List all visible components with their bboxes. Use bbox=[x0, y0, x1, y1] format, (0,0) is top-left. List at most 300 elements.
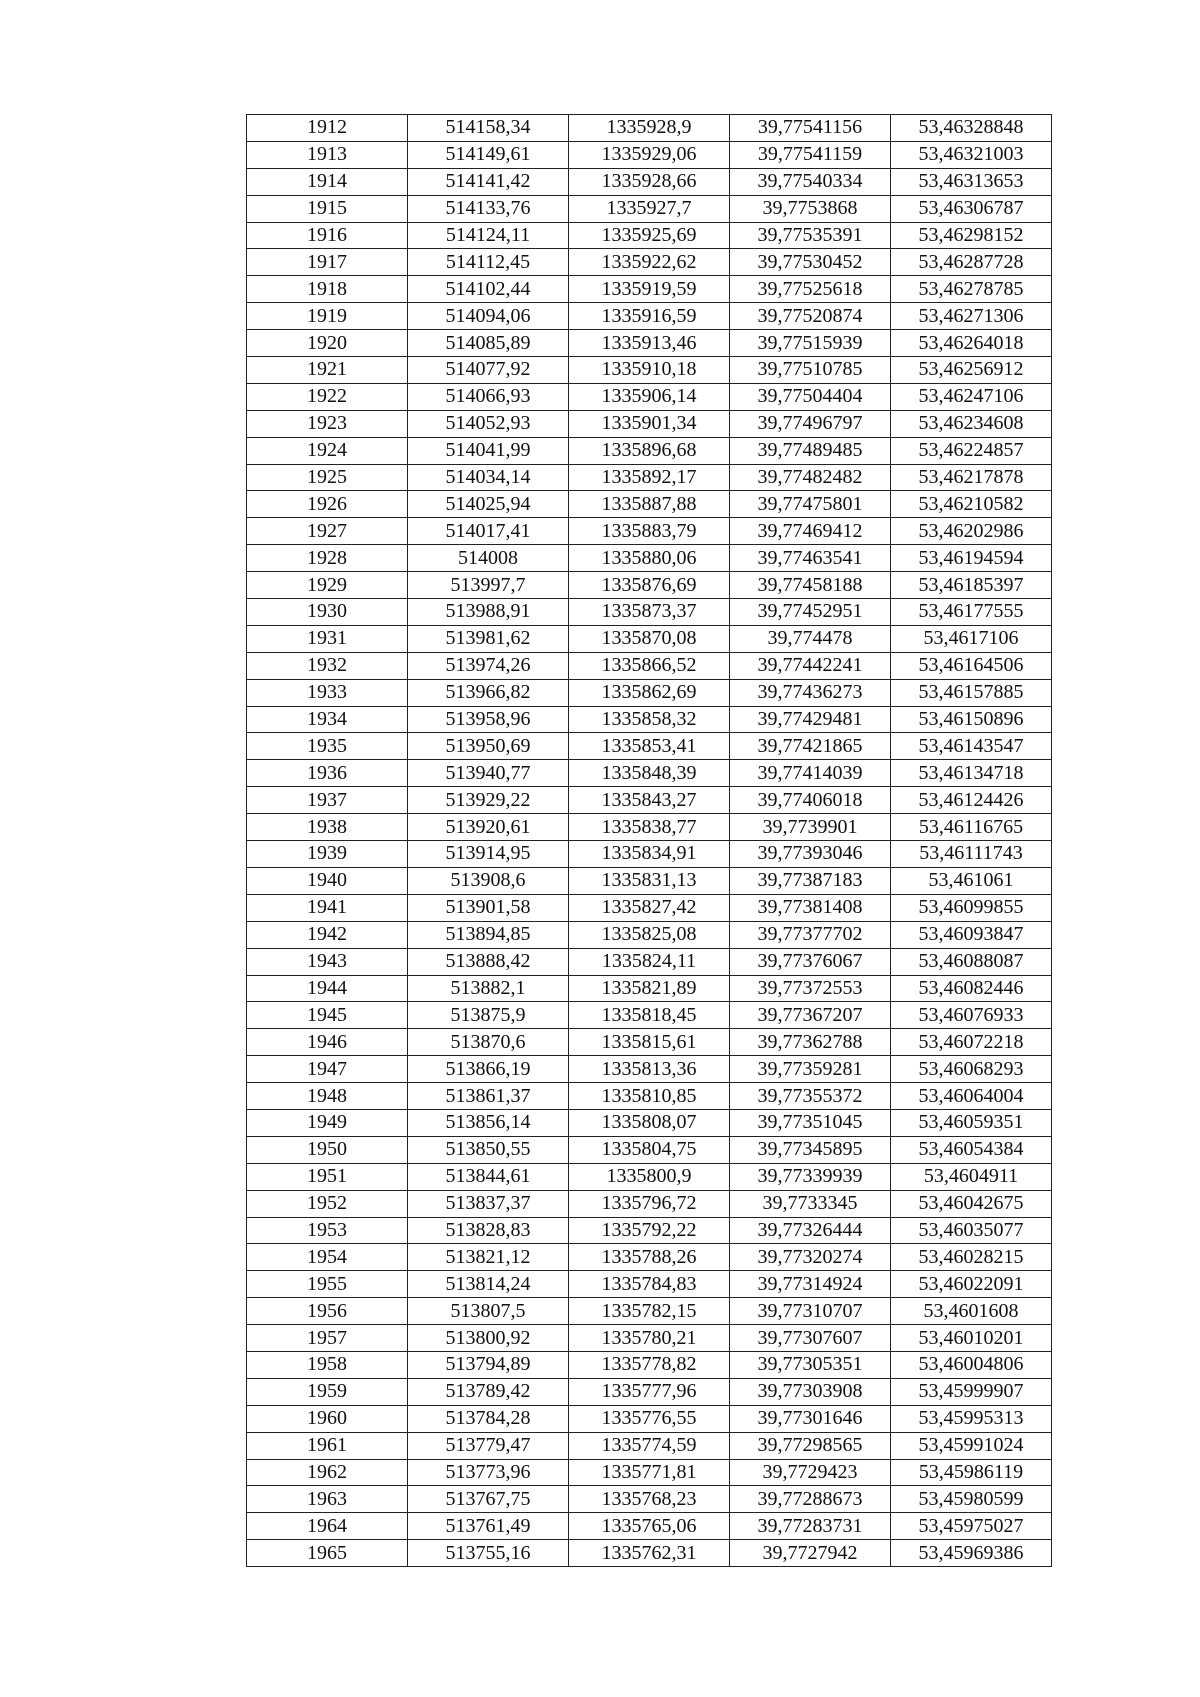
longitude-cell: 53,46010201 bbox=[891, 1325, 1052, 1352]
x-coordinate-cell: 514025,94 bbox=[408, 491, 569, 518]
y-coordinate-cell: 1335827,42 bbox=[569, 894, 730, 921]
table-row bbox=[247, 141, 1052, 168]
y-coordinate-cell: 1335862,69 bbox=[569, 679, 730, 706]
latitude-cell: 39,77377702 bbox=[730, 921, 891, 948]
x-coordinate-cell: 513958,96 bbox=[408, 706, 569, 733]
table-row bbox=[247, 303, 1052, 330]
x-coordinate-cell: 514102,44 bbox=[408, 276, 569, 303]
x-coordinate-cell: 513974,26 bbox=[408, 652, 569, 679]
x-coordinate-cell: 513767,75 bbox=[408, 1486, 569, 1513]
y-coordinate-cell: 1335883,79 bbox=[569, 518, 730, 545]
latitude-cell: 39,7753868 bbox=[730, 195, 891, 222]
point-number-cell: 1928 bbox=[247, 545, 408, 572]
table-row bbox=[247, 1459, 1052, 1486]
y-coordinate-cell: 1335922,62 bbox=[569, 249, 730, 276]
point-number-cell: 1955 bbox=[247, 1271, 408, 1298]
point-number-cell: 1936 bbox=[247, 760, 408, 787]
y-coordinate-cell: 1335928,66 bbox=[569, 168, 730, 195]
point-number-cell: 1960 bbox=[247, 1405, 408, 1432]
latitude-cell: 39,77314924 bbox=[730, 1271, 891, 1298]
longitude-cell: 53,45969386 bbox=[891, 1540, 1052, 1567]
y-coordinate-cell: 1335831,13 bbox=[569, 867, 730, 894]
longitude-cell: 53,46072218 bbox=[891, 1029, 1052, 1056]
table-row bbox=[247, 841, 1052, 868]
table-row bbox=[247, 276, 1052, 303]
longitude-cell: 53,45999907 bbox=[891, 1378, 1052, 1405]
y-coordinate-cell: 1335780,21 bbox=[569, 1325, 730, 1352]
point-number-cell: 1914 bbox=[247, 168, 408, 195]
x-coordinate-cell: 514041,99 bbox=[408, 437, 569, 464]
table-row bbox=[247, 1325, 1052, 1352]
latitude-cell: 39,77525618 bbox=[730, 276, 891, 303]
table-row bbox=[247, 1163, 1052, 1190]
longitude-cell: 53,46164506 bbox=[891, 652, 1052, 679]
latitude-cell: 39,77541159 bbox=[730, 141, 891, 168]
latitude-cell: 39,77326444 bbox=[730, 1217, 891, 1244]
latitude-cell: 39,77406018 bbox=[730, 787, 891, 814]
longitude-cell: 53,45980599 bbox=[891, 1486, 1052, 1513]
latitude-cell: 39,77475801 bbox=[730, 491, 891, 518]
y-coordinate-cell: 1335796,72 bbox=[569, 1190, 730, 1217]
longitude-cell: 53,46278785 bbox=[891, 276, 1052, 303]
y-coordinate-cell: 1335778,82 bbox=[569, 1351, 730, 1378]
point-number-cell: 1913 bbox=[247, 141, 408, 168]
y-coordinate-cell: 1335916,59 bbox=[569, 303, 730, 330]
longitude-cell: 53,46022091 bbox=[891, 1271, 1052, 1298]
y-coordinate-cell: 1335929,06 bbox=[569, 141, 730, 168]
point-number-cell: 1961 bbox=[247, 1432, 408, 1459]
point-number-cell: 1916 bbox=[247, 222, 408, 249]
latitude-cell: 39,77355372 bbox=[730, 1083, 891, 1110]
longitude-cell: 53,46210582 bbox=[891, 491, 1052, 518]
longitude-cell: 53,46093847 bbox=[891, 921, 1052, 948]
point-number-cell: 1951 bbox=[247, 1163, 408, 1190]
table-row bbox=[247, 1083, 1052, 1110]
table-row bbox=[247, 1513, 1052, 1540]
table-row bbox=[247, 437, 1052, 464]
table-row bbox=[247, 894, 1052, 921]
y-coordinate-cell: 1335776,55 bbox=[569, 1405, 730, 1432]
y-coordinate-cell: 1335824,11 bbox=[569, 948, 730, 975]
table-row bbox=[247, 706, 1052, 733]
x-coordinate-cell: 514124,11 bbox=[408, 222, 569, 249]
longitude-cell: 53,46150896 bbox=[891, 706, 1052, 733]
table-row bbox=[247, 1351, 1052, 1378]
longitude-cell: 53,46143547 bbox=[891, 733, 1052, 760]
x-coordinate-cell: 513966,82 bbox=[408, 679, 569, 706]
y-coordinate-cell: 1335792,22 bbox=[569, 1217, 730, 1244]
y-coordinate-cell: 1335848,39 bbox=[569, 760, 730, 787]
x-coordinate-cell: 513821,12 bbox=[408, 1244, 569, 1271]
latitude-cell: 39,77362788 bbox=[730, 1029, 891, 1056]
latitude-cell: 39,774478 bbox=[730, 625, 891, 652]
x-coordinate-cell: 513861,37 bbox=[408, 1083, 569, 1110]
table-row bbox=[247, 599, 1052, 626]
longitude-cell: 53,46177555 bbox=[891, 599, 1052, 626]
table-row bbox=[247, 222, 1052, 249]
y-coordinate-cell: 1335815,61 bbox=[569, 1029, 730, 1056]
y-coordinate-cell: 1335765,06 bbox=[569, 1513, 730, 1540]
longitude-cell: 53,46134718 bbox=[891, 760, 1052, 787]
y-coordinate-cell: 1335901,34 bbox=[569, 410, 730, 437]
latitude-cell: 39,77429481 bbox=[730, 706, 891, 733]
point-number-cell: 1943 bbox=[247, 948, 408, 975]
longitude-cell: 53,46202986 bbox=[891, 518, 1052, 545]
point-number-cell: 1920 bbox=[247, 330, 408, 357]
latitude-cell: 39,77520874 bbox=[730, 303, 891, 330]
x-coordinate-cell: 513856,14 bbox=[408, 1109, 569, 1136]
y-coordinate-cell: 1335784,83 bbox=[569, 1271, 730, 1298]
point-number-cell: 1941 bbox=[247, 894, 408, 921]
table-row bbox=[247, 168, 1052, 195]
table-row bbox=[247, 975, 1052, 1002]
x-coordinate-cell: 513850,55 bbox=[408, 1136, 569, 1163]
table-row bbox=[247, 787, 1052, 814]
point-number-cell: 1933 bbox=[247, 679, 408, 706]
x-coordinate-cell: 513807,5 bbox=[408, 1298, 569, 1325]
latitude-cell: 39,77530452 bbox=[730, 249, 891, 276]
point-number-cell: 1926 bbox=[247, 491, 408, 518]
longitude-cell: 53,46185397 bbox=[891, 572, 1052, 599]
x-coordinate-cell: 513875,9 bbox=[408, 1002, 569, 1029]
longitude-cell: 53,46247106 bbox=[891, 383, 1052, 410]
point-number-cell: 1921 bbox=[247, 357, 408, 384]
y-coordinate-cell: 1335925,69 bbox=[569, 222, 730, 249]
x-coordinate-cell: 514133,76 bbox=[408, 195, 569, 222]
longitude-cell: 53,45991024 bbox=[891, 1432, 1052, 1459]
table-row bbox=[247, 464, 1052, 491]
latitude-cell: 39,77510785 bbox=[730, 357, 891, 384]
y-coordinate-cell: 1335788,26 bbox=[569, 1244, 730, 1271]
point-number-cell: 1945 bbox=[247, 1002, 408, 1029]
longitude-cell: 53,46234608 bbox=[891, 410, 1052, 437]
latitude-cell: 39,77414039 bbox=[730, 760, 891, 787]
longitude-cell: 53,45975027 bbox=[891, 1513, 1052, 1540]
point-number-cell: 1953 bbox=[247, 1217, 408, 1244]
latitude-cell: 39,77359281 bbox=[730, 1056, 891, 1083]
y-coordinate-cell: 1335821,89 bbox=[569, 975, 730, 1002]
y-coordinate-cell: 1335866,52 bbox=[569, 652, 730, 679]
table-row bbox=[247, 652, 1052, 679]
point-number-cell: 1935 bbox=[247, 733, 408, 760]
point-number-cell: 1931 bbox=[247, 625, 408, 652]
point-number-cell: 1930 bbox=[247, 599, 408, 626]
point-number-cell: 1929 bbox=[247, 572, 408, 599]
latitude-cell: 39,77351045 bbox=[730, 1109, 891, 1136]
x-coordinate-cell: 514112,45 bbox=[408, 249, 569, 276]
latitude-cell: 39,77496797 bbox=[730, 410, 891, 437]
latitude-cell: 39,77393046 bbox=[730, 841, 891, 868]
longitude-cell: 53,46224857 bbox=[891, 437, 1052, 464]
point-number-cell: 1957 bbox=[247, 1325, 408, 1352]
longitude-cell: 53,4601608 bbox=[891, 1298, 1052, 1325]
point-number-cell: 1962 bbox=[247, 1459, 408, 1486]
x-coordinate-cell: 514008 bbox=[408, 545, 569, 572]
latitude-cell: 39,77535391 bbox=[730, 222, 891, 249]
x-coordinate-cell: 514077,92 bbox=[408, 357, 569, 384]
latitude-cell: 39,77310707 bbox=[730, 1298, 891, 1325]
y-coordinate-cell: 1335910,18 bbox=[569, 357, 730, 384]
x-coordinate-cell: 513800,92 bbox=[408, 1325, 569, 1352]
point-number-cell: 1950 bbox=[247, 1136, 408, 1163]
table-row bbox=[247, 1486, 1052, 1513]
latitude-cell: 39,77376067 bbox=[730, 948, 891, 975]
table-row bbox=[247, 733, 1052, 760]
latitude-cell: 39,77482482 bbox=[730, 464, 891, 491]
longitude-cell: 53,45986119 bbox=[891, 1459, 1052, 1486]
latitude-cell: 39,77372553 bbox=[730, 975, 891, 1002]
point-number-cell: 1942 bbox=[247, 921, 408, 948]
x-coordinate-cell: 513997,7 bbox=[408, 572, 569, 599]
x-coordinate-cell: 513908,6 bbox=[408, 867, 569, 894]
latitude-cell: 39,77469412 bbox=[730, 518, 891, 545]
longitude-cell: 53,461061 bbox=[891, 867, 1052, 894]
longitude-cell: 53,4604911 bbox=[891, 1163, 1052, 1190]
latitude-cell: 39,7733345 bbox=[730, 1190, 891, 1217]
y-coordinate-cell: 1335913,46 bbox=[569, 330, 730, 357]
table-row bbox=[247, 410, 1052, 437]
x-coordinate-cell: 513882,1 bbox=[408, 975, 569, 1002]
longitude-cell: 53,46271306 bbox=[891, 303, 1052, 330]
longitude-cell: 53,46328848 bbox=[891, 115, 1052, 142]
table-row bbox=[247, 1136, 1052, 1163]
point-number-cell: 1915 bbox=[247, 195, 408, 222]
table-row bbox=[247, 1029, 1052, 1056]
latitude-cell: 39,77288673 bbox=[730, 1486, 891, 1513]
longitude-cell: 53,46298152 bbox=[891, 222, 1052, 249]
y-coordinate-cell: 1335876,69 bbox=[569, 572, 730, 599]
longitude-cell: 53,46064004 bbox=[891, 1083, 1052, 1110]
y-coordinate-cell: 1335906,14 bbox=[569, 383, 730, 410]
y-coordinate-cell: 1335892,17 bbox=[569, 464, 730, 491]
point-number-cell: 1964 bbox=[247, 1513, 408, 1540]
table-row bbox=[247, 249, 1052, 276]
point-number-cell: 1934 bbox=[247, 706, 408, 733]
table-row bbox=[247, 572, 1052, 599]
latitude-cell: 39,77452951 bbox=[730, 599, 891, 626]
point-number-cell: 1940 bbox=[247, 867, 408, 894]
table-row bbox=[247, 518, 1052, 545]
point-number-cell: 1963 bbox=[247, 1486, 408, 1513]
x-coordinate-cell: 513929,22 bbox=[408, 787, 569, 814]
y-coordinate-cell: 1335919,59 bbox=[569, 276, 730, 303]
y-coordinate-cell: 1335853,41 bbox=[569, 733, 730, 760]
y-coordinate-cell: 1335870,08 bbox=[569, 625, 730, 652]
coordinates-table bbox=[246, 114, 1052, 1567]
point-number-cell: 1954 bbox=[247, 1244, 408, 1271]
x-coordinate-cell: 513755,16 bbox=[408, 1540, 569, 1567]
point-number-cell: 1944 bbox=[247, 975, 408, 1002]
x-coordinate-cell: 514158,34 bbox=[408, 115, 569, 142]
point-number-cell: 1919 bbox=[247, 303, 408, 330]
x-coordinate-cell: 514066,93 bbox=[408, 383, 569, 410]
y-coordinate-cell: 1335843,27 bbox=[569, 787, 730, 814]
latitude-cell: 39,77489485 bbox=[730, 437, 891, 464]
y-coordinate-cell: 1335858,32 bbox=[569, 706, 730, 733]
longitude-cell: 53,46068293 bbox=[891, 1056, 1052, 1083]
y-coordinate-cell: 1335825,08 bbox=[569, 921, 730, 948]
x-coordinate-cell: 513914,95 bbox=[408, 841, 569, 868]
longitude-cell: 53,46157885 bbox=[891, 679, 1052, 706]
x-coordinate-cell: 513779,47 bbox=[408, 1432, 569, 1459]
x-coordinate-cell: 513988,91 bbox=[408, 599, 569, 626]
point-number-cell: 1925 bbox=[247, 464, 408, 491]
latitude-cell: 39,77367207 bbox=[730, 1002, 891, 1029]
table-row bbox=[247, 1271, 1052, 1298]
latitude-cell: 39,77442241 bbox=[730, 652, 891, 679]
table-row bbox=[247, 1109, 1052, 1136]
table-row bbox=[247, 491, 1052, 518]
longitude-cell: 53,46306787 bbox=[891, 195, 1052, 222]
point-number-cell: 1947 bbox=[247, 1056, 408, 1083]
point-number-cell: 1958 bbox=[247, 1351, 408, 1378]
y-coordinate-cell: 1335768,23 bbox=[569, 1486, 730, 1513]
x-coordinate-cell: 514085,89 bbox=[408, 330, 569, 357]
longitude-cell: 53,4617106 bbox=[891, 625, 1052, 652]
point-number-cell: 1922 bbox=[247, 383, 408, 410]
coordinates-table-body bbox=[247, 115, 1052, 1567]
x-coordinate-cell: 514141,42 bbox=[408, 168, 569, 195]
y-coordinate-cell: 1335928,9 bbox=[569, 115, 730, 142]
latitude-cell: 39,7729423 bbox=[730, 1459, 891, 1486]
table-row bbox=[247, 115, 1052, 142]
y-coordinate-cell: 1335782,15 bbox=[569, 1298, 730, 1325]
table-row bbox=[247, 1298, 1052, 1325]
table-row bbox=[247, 1002, 1052, 1029]
longitude-cell: 53,46054384 bbox=[891, 1136, 1052, 1163]
longitude-cell: 53,46321003 bbox=[891, 141, 1052, 168]
x-coordinate-cell: 513866,19 bbox=[408, 1056, 569, 1083]
point-number-cell: 1918 bbox=[247, 276, 408, 303]
y-coordinate-cell: 1335813,36 bbox=[569, 1056, 730, 1083]
x-coordinate-cell: 514149,61 bbox=[408, 141, 569, 168]
point-number-cell: 1937 bbox=[247, 787, 408, 814]
latitude-cell: 39,77320274 bbox=[730, 1244, 891, 1271]
point-number-cell: 1938 bbox=[247, 814, 408, 841]
y-coordinate-cell: 1335774,59 bbox=[569, 1432, 730, 1459]
longitude-cell: 53,46217878 bbox=[891, 464, 1052, 491]
x-coordinate-cell: 513950,69 bbox=[408, 733, 569, 760]
y-coordinate-cell: 1335771,81 bbox=[569, 1459, 730, 1486]
x-coordinate-cell: 514052,93 bbox=[408, 410, 569, 437]
x-coordinate-cell: 513794,89 bbox=[408, 1351, 569, 1378]
longitude-cell: 53,46256912 bbox=[891, 357, 1052, 384]
y-coordinate-cell: 1335800,9 bbox=[569, 1163, 730, 1190]
longitude-cell: 53,46035077 bbox=[891, 1217, 1052, 1244]
point-number-cell: 1924 bbox=[247, 437, 408, 464]
latitude-cell: 39,77421865 bbox=[730, 733, 891, 760]
y-coordinate-cell: 1335896,68 bbox=[569, 437, 730, 464]
longitude-cell: 53,45995313 bbox=[891, 1405, 1052, 1432]
x-coordinate-cell: 513920,61 bbox=[408, 814, 569, 841]
table-row bbox=[247, 679, 1052, 706]
x-coordinate-cell: 513784,28 bbox=[408, 1405, 569, 1432]
x-coordinate-cell: 513789,42 bbox=[408, 1378, 569, 1405]
latitude-cell: 39,77541156 bbox=[730, 115, 891, 142]
y-coordinate-cell: 1335762,31 bbox=[569, 1540, 730, 1567]
x-coordinate-cell: 513761,49 bbox=[408, 1513, 569, 1540]
table-row bbox=[247, 867, 1052, 894]
longitude-cell: 53,46088087 bbox=[891, 948, 1052, 975]
table-row bbox=[247, 1432, 1052, 1459]
latitude-cell: 39,77298565 bbox=[730, 1432, 891, 1459]
x-coordinate-cell: 513844,61 bbox=[408, 1163, 569, 1190]
table-row bbox=[247, 1244, 1052, 1271]
table-row bbox=[247, 948, 1052, 975]
longitude-cell: 53,46313653 bbox=[891, 168, 1052, 195]
latitude-cell: 39,77540334 bbox=[730, 168, 891, 195]
latitude-cell: 39,77387183 bbox=[730, 867, 891, 894]
x-coordinate-cell: 513828,83 bbox=[408, 1217, 569, 1244]
latitude-cell: 39,7727942 bbox=[730, 1540, 891, 1567]
x-coordinate-cell: 514034,14 bbox=[408, 464, 569, 491]
point-number-cell: 1932 bbox=[247, 652, 408, 679]
table-row bbox=[247, 760, 1052, 787]
latitude-cell: 39,77381408 bbox=[730, 894, 891, 921]
point-number-cell: 1948 bbox=[247, 1083, 408, 1110]
x-coordinate-cell: 513940,77 bbox=[408, 760, 569, 787]
latitude-cell: 39,77303908 bbox=[730, 1378, 891, 1405]
point-number-cell: 1927 bbox=[247, 518, 408, 545]
y-coordinate-cell: 1335838,77 bbox=[569, 814, 730, 841]
y-coordinate-cell: 1335818,45 bbox=[569, 1002, 730, 1029]
table-row bbox=[247, 814, 1052, 841]
point-number-cell: 1917 bbox=[247, 249, 408, 276]
x-coordinate-cell: 513870,6 bbox=[408, 1029, 569, 1056]
table-row bbox=[247, 195, 1052, 222]
y-coordinate-cell: 1335808,07 bbox=[569, 1109, 730, 1136]
longitude-cell: 53,46287728 bbox=[891, 249, 1052, 276]
table-row bbox=[247, 1378, 1052, 1405]
point-number-cell: 1923 bbox=[247, 410, 408, 437]
y-coordinate-cell: 1335834,91 bbox=[569, 841, 730, 868]
point-number-cell: 1965 bbox=[247, 1540, 408, 1567]
table-row bbox=[247, 545, 1052, 572]
x-coordinate-cell: 514094,06 bbox=[408, 303, 569, 330]
table-row bbox=[247, 1190, 1052, 1217]
longitude-cell: 53,46042675 bbox=[891, 1190, 1052, 1217]
point-number-cell: 1952 bbox=[247, 1190, 408, 1217]
y-coordinate-cell: 1335887,88 bbox=[569, 491, 730, 518]
table-row bbox=[247, 1217, 1052, 1244]
point-number-cell: 1959 bbox=[247, 1378, 408, 1405]
table-row bbox=[247, 1405, 1052, 1432]
x-coordinate-cell: 513837,37 bbox=[408, 1190, 569, 1217]
latitude-cell: 39,77345895 bbox=[730, 1136, 891, 1163]
x-coordinate-cell: 513814,24 bbox=[408, 1271, 569, 1298]
longitude-cell: 53,46099855 bbox=[891, 894, 1052, 921]
longitude-cell: 53,46059351 bbox=[891, 1109, 1052, 1136]
x-coordinate-cell: 513888,42 bbox=[408, 948, 569, 975]
x-coordinate-cell: 513901,58 bbox=[408, 894, 569, 921]
table-row bbox=[247, 1056, 1052, 1083]
y-coordinate-cell: 1335804,75 bbox=[569, 1136, 730, 1163]
table-row bbox=[247, 625, 1052, 652]
point-number-cell: 1912 bbox=[247, 115, 408, 142]
x-coordinate-cell: 514017,41 bbox=[408, 518, 569, 545]
point-number-cell: 1956 bbox=[247, 1298, 408, 1325]
x-coordinate-cell: 513894,85 bbox=[408, 921, 569, 948]
y-coordinate-cell: 1335873,37 bbox=[569, 599, 730, 626]
point-number-cell: 1949 bbox=[247, 1109, 408, 1136]
longitude-cell: 53,46264018 bbox=[891, 330, 1052, 357]
point-number-cell: 1939 bbox=[247, 841, 408, 868]
y-coordinate-cell: 1335810,85 bbox=[569, 1083, 730, 1110]
table-row bbox=[247, 1540, 1052, 1567]
longitude-cell: 53,46076933 bbox=[891, 1002, 1052, 1029]
latitude-cell: 39,77339939 bbox=[730, 1163, 891, 1190]
latitude-cell: 39,77307607 bbox=[730, 1325, 891, 1352]
